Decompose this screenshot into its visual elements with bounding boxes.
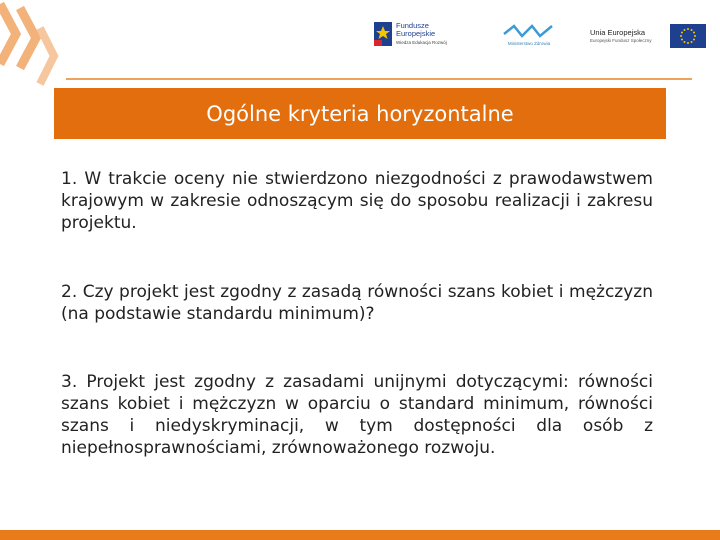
mz-label: Ministerstwo Zdrowia <box>507 41 551 46</box>
mz-wave-icon <box>502 22 556 40</box>
slide-title: Ogólne kryteria horyzontalne <box>206 101 514 126</box>
criterion-2: 2. Czy projekt jest zgodny z zasadą równości szans kobiet i mężczyzn (na podstawie standardu minimum)? <box>61 282 653 324</box>
unia-europejska-logo <box>590 24 708 54</box>
criterion-3: 3. Projekt jest zgodny z zasadami unijnymi dotyczącymi: równości szans kobiet i mężczyzn w oparciu o standard minimum, równości szans i niedyskryminacji, w tym dostępności dla osób z niepełnosprawnościami, zrównoważonego rozwoju. <box>61 372 653 458</box>
fe-star-icon <box>372 20 394 48</box>
header-divider <box>66 78 692 80</box>
chevron-decoration-icon <box>0 0 64 92</box>
fe-subtitle: Wiedza Edukacja Rozwój <box>396 40 447 45</box>
fe-line1: Fundusze <box>396 21 429 30</box>
bottom-accent-bar <box>0 530 720 540</box>
criterion-1: 1. W trakcie oceny nie stwierdzono niezgodności z prawodawstwem krajowym w zakresie odnoszącym się do sposobu realizacji i zakresu projektu. <box>61 169 653 233</box>
eu-flag-icon <box>670 24 706 48</box>
fe-line2: Europejskie <box>396 29 436 38</box>
title-bar <box>54 88 666 139</box>
ue-fund: Europejski Fundusz Społeczny <box>590 38 652 43</box>
fundusze-europejskie-logo <box>372 20 468 50</box>
ue-name: Unia Europejska <box>590 28 646 37</box>
ministerstwo-zdrowia-logo <box>500 22 558 52</box>
